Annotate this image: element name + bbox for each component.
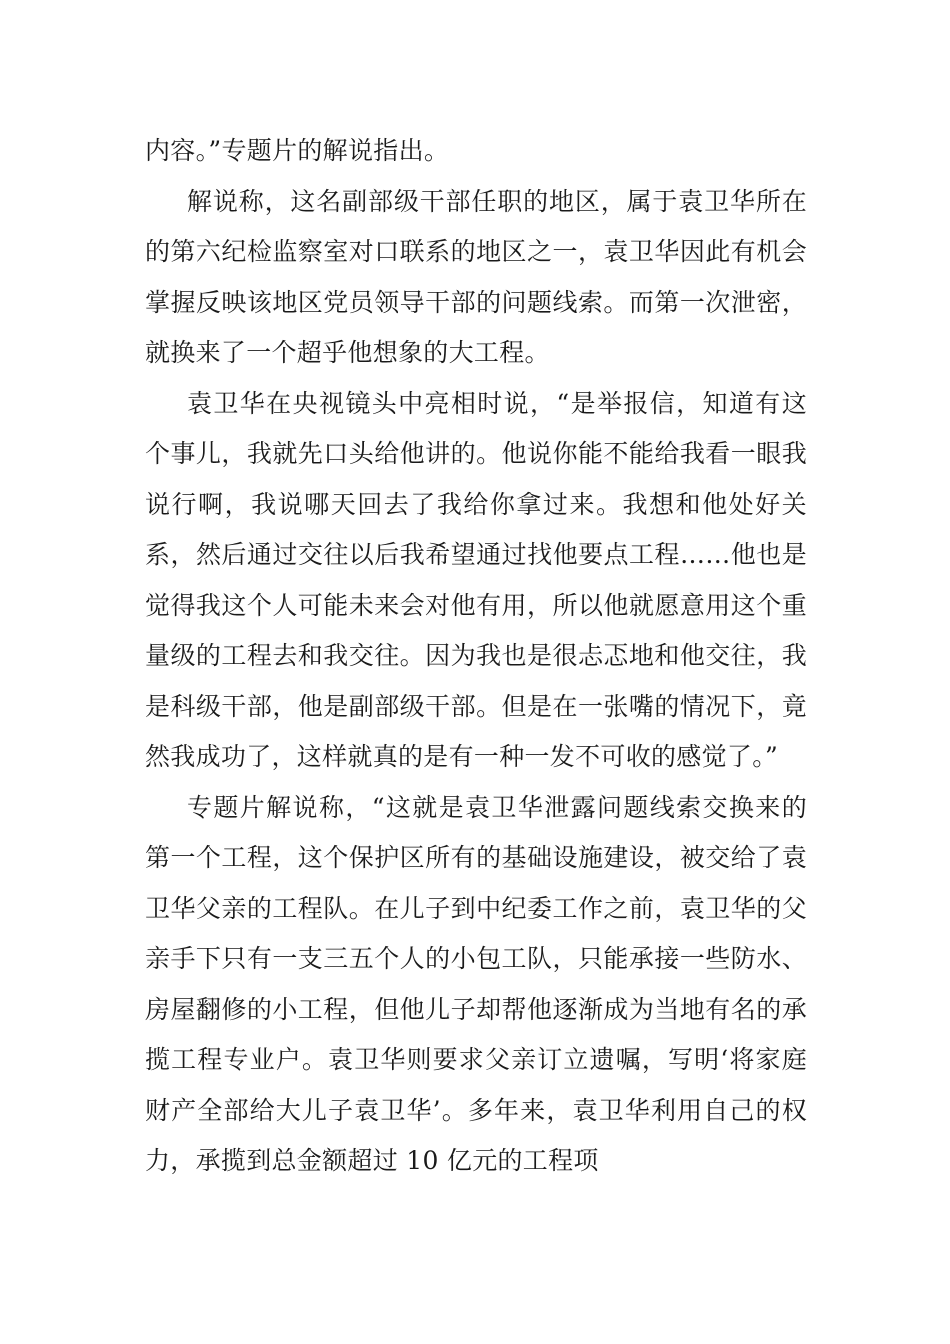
paragraph-narration: 专题片解说称，“这就是袁卫华泄露问题线索交换来的第一个工程，这个保护区所有的基础设施建设，被交给了袁卫华父亲的工程队。在儿子到中纪委工作之前，袁卫华的父亲手下只有一支三五个人的小包工队，只能承接一些防水、房屋翻修的小工程，但他儿子却帮他逐渐成为当地有名的承揽工程专业户。袁卫华则要求父亲订立遗嘱，写明‘将家庭财产全部给大儿子袁卫华’。多年来，袁卫华利用自己的权力，承揽到总金额超过 10 亿元的工程项	[145, 792, 807, 1175]
article-body	[145, 126, 807, 1187]
paragraph-quote: 袁卫华在央视镜头中亮相时说，“是举报信，知道有这个事儿，我就先口头给他讲的。他说你能不能给我看一眼我说行啊，我说哪天回去了我给你拿过来。我想和他处好关系，然后通过交往以后我希望通过找他要点工程……他也是觉得我这个人可能未来会对他有用，所以他就愿意用这个重量级的工程去和我交往。因为我也是很忐忑地和他交往，我是科级干部，他是副部级干部。但是在一张嘴的情况下，竟然我成功了，这样就真的是有一种一发不可收的感觉了。”	[145, 388, 807, 771]
paragraph-commentary: 解说称，这名副部级干部任职的地区，属于袁卫华所在的第六纪检监察室对口联系的地区之一，袁卫华因此有机会掌握反映该地区党员领导干部的问题线索。而第一次泄密，就换来了一个超乎他想象的大工程。	[145, 186, 807, 367]
paragraph-continuation: 内容。”专题片的解说指出。	[145, 136, 450, 165]
